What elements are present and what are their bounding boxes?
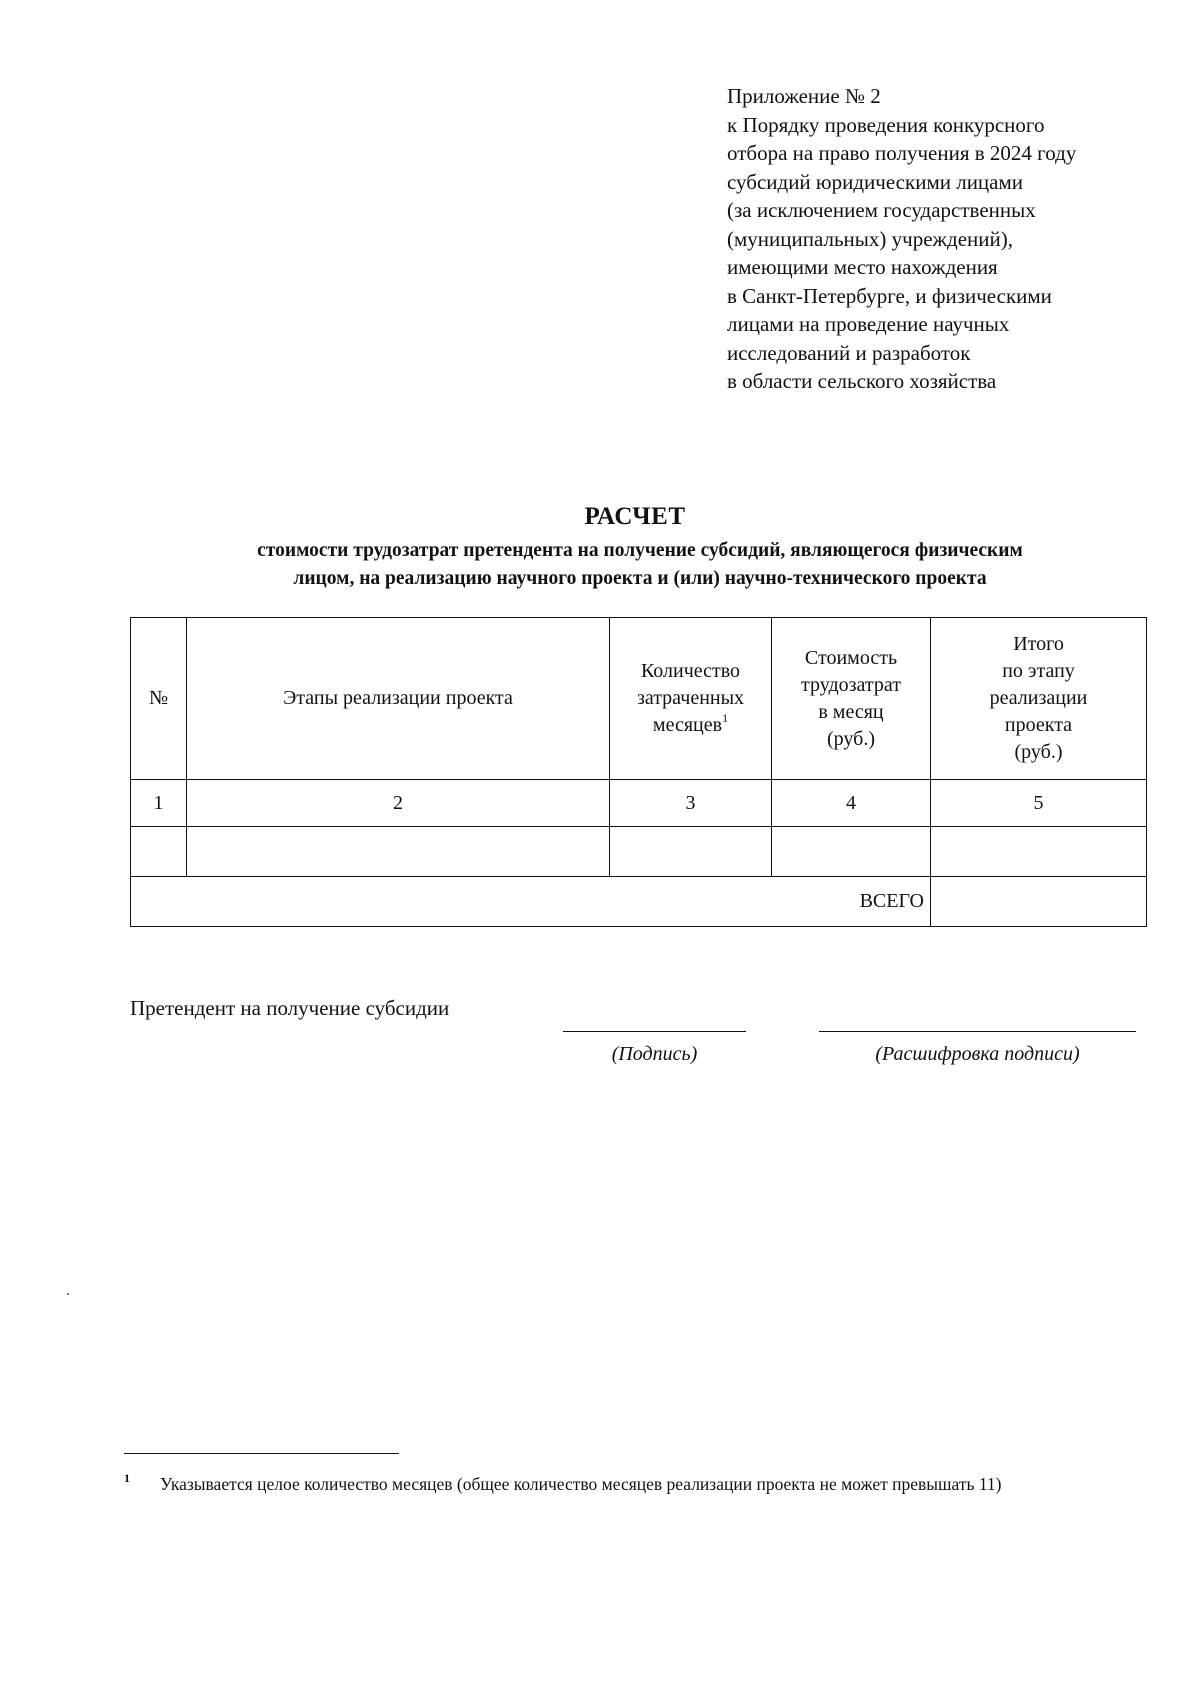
table-cell[interactable] [131,827,187,877]
footnote-divider [124,1453,399,1454]
total-row [131,877,1147,927]
table-cell[interactable] [610,827,772,877]
annex-line: исследований и разработок [727,340,971,365]
annex-line: (муниципальных) учреждений), [727,226,1013,251]
total-value[interactable] [931,877,1147,927]
annex-line: в области сельского хозяйства [727,369,997,393]
column-number: 1 [131,780,187,827]
signature-caption: (Подпись) [611,1043,698,1065]
annex-line: лицами на проведение научных [727,312,1010,336]
footnote-text: Указывается целое количество месяцев (общее количество месяцев реализации проекта не может превышать 11) [160,1474,1002,1494]
header-stage-total [931,618,1147,780]
applicant-label: Претендент на получение субсидии [130,996,450,1020]
header-months [610,618,772,780]
header-cost-line: в месяц [818,700,884,723]
header-stages: Этапы реализации проекта [187,618,610,780]
annex-line: имеющими место нахождения [727,255,998,279]
calculation-table [130,617,1147,927]
signature-line[interactable] [563,1031,746,1032]
header-months-text: месяцев [652,714,723,736]
footnote-mark: 1 [124,1471,130,1485]
column-number: 2 [187,780,610,827]
scan-speck [67,1293,69,1295]
subtitle-line-2: лицом, на реализацию научного проекта и (или) научно-технического проекта [293,568,987,589]
annex-line: отбора на право получения в 2024 году [727,141,1077,165]
header-months-line: Количество [640,660,741,682]
header-cost-line: (руб.) [827,727,875,750]
total-label: ВСЕГО [131,877,931,927]
header-months-line: затраченных [636,687,745,709]
table-cell[interactable] [187,827,610,877]
document-subtitle [110,537,1170,593]
column-number: 3 [610,780,772,827]
header-cost-line: трудозатрат [801,673,901,696]
annex-line: (за исключением государственных [727,198,1036,222]
signature-decoding-caption: (Расшифровка подписи) [875,1043,1080,1065]
column-number-row [131,780,1147,827]
header-cost-per-month [772,618,931,780]
subtitle-line-1: стоимости трудозатрат претендента на получение субсидий, являющегося физическим [257,540,1023,561]
header-total-line: реализации [989,687,1088,709]
header-total-line: по этапу [1002,660,1075,682]
table-cell[interactable] [931,827,1147,877]
document-title: РАСЧЕТ [584,503,686,530]
signature-decoding-line[interactable] [819,1031,1136,1032]
annex-header [727,82,1167,396]
annex-line: в Санкт-Петербурге, и физическими [727,283,1052,308]
header-total-line: Итого [1013,633,1064,655]
annex-line: к Порядку проведения конкурсного [727,112,1045,137]
header-months-line [610,712,771,739]
footnote-reference: 1 [722,711,729,725]
header-cost-line: Стоимость [804,646,898,669]
header-total-line: (руб.) [1014,741,1063,763]
annex-line: субсидий юридическими лицами [727,169,1024,194]
header-total-line: проекта [1004,714,1073,736]
header-number: № [131,618,187,780]
table-row [131,827,1147,877]
annex-line: Приложение № 2 [727,84,881,108]
table-cell[interactable] [772,827,931,877]
column-number: 5 [931,780,1147,827]
column-number: 4 [772,780,931,827]
footnote [124,1472,1142,1497]
table-header-row [131,618,1147,780]
